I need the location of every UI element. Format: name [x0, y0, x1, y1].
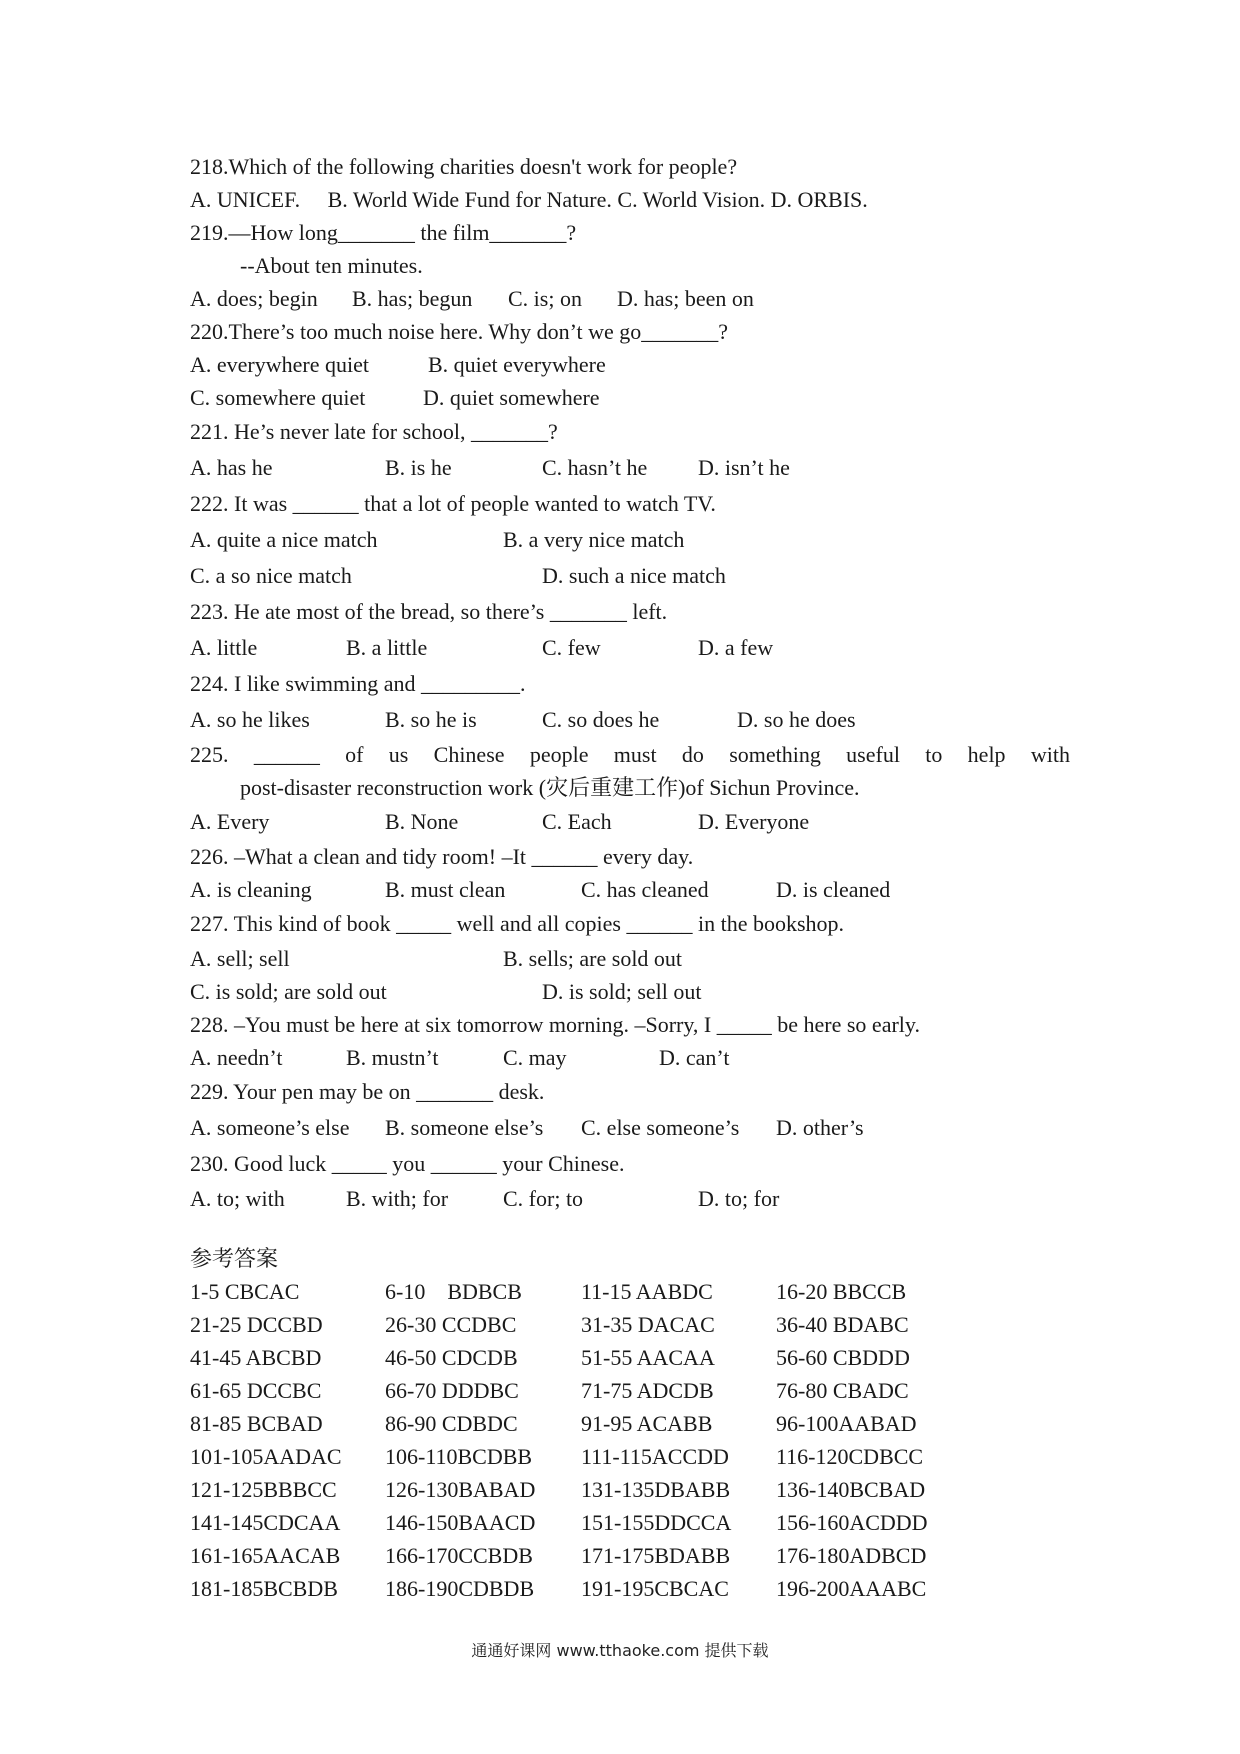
answer-cell: 191-195CBCAC [581, 1576, 729, 1601]
option: D. such a nice match [542, 563, 726, 588]
answer-cell: 61-65 DCCBC [190, 1378, 322, 1403]
question-options [190, 381, 1070, 414]
option: C. is; on [508, 286, 582, 311]
option: C. hasn’t he [542, 455, 648, 480]
answer-row [190, 1275, 1070, 1308]
option: A. Every [190, 809, 270, 834]
option: C. World Vision. [617, 187, 766, 212]
option: B. with; for [346, 1186, 449, 1211]
option: D. quiet somewhere [423, 385, 600, 410]
answer-cell: 156-160ACDDD [776, 1510, 928, 1535]
answer-row [190, 1506, 1070, 1539]
question-stem: 223. He ate most of the bread, so there’s _______ left. [190, 599, 668, 624]
option: C. somewhere quiet [190, 385, 366, 410]
question-options [190, 942, 1070, 975]
answer-cell: 66-70 DDDBC [385, 1378, 519, 1403]
option: D. so he does [737, 707, 856, 732]
question-options [190, 975, 1070, 1008]
question-options [190, 450, 1070, 486]
answer-cell: 166-170CCBDB [385, 1543, 533, 1568]
option: B. a very nice match [503, 527, 685, 552]
option: B. so he is [385, 707, 477, 732]
question-options [190, 183, 1070, 216]
option: C. so does he [542, 707, 660, 732]
answer-row [190, 1473, 1070, 1506]
question-stem: 218.Which of the following charities doesn't work for people? [190, 154, 738, 179]
answer-row [190, 1308, 1070, 1341]
answer-cell: 111-115ACCDD [581, 1444, 729, 1469]
option: B. mustn’t [346, 1045, 439, 1070]
question-options [190, 1110, 1070, 1146]
answer-row [190, 1572, 1070, 1605]
option: C. for; to [503, 1186, 584, 1211]
answer-cell: 81-85 BCBAD [190, 1411, 323, 1436]
question-options [190, 522, 1070, 558]
answer-cell: 181-185BCBDB [190, 1576, 338, 1601]
answer-cell: 16-20 BBCCB [776, 1279, 907, 1304]
option: C. is sold; are sold out [190, 979, 387, 1004]
answer-cell: 151-155DDCCA [581, 1510, 732, 1535]
answer-cell: 56-60 CBDDD [776, 1345, 910, 1370]
question-stem: 219.—How long_______ the film_______? [190, 220, 577, 245]
question-options [190, 1041, 1070, 1074]
question-stem: 224. I like swimming and _________. [190, 671, 526, 696]
question-stem: 226. –What a clean and tidy room! –It ______ every day. [190, 844, 694, 869]
answer-cell: 21-25 DCCBD [190, 1312, 323, 1337]
answer-cell: 41-45 ABCBD [190, 1345, 322, 1370]
question-stem: 220.There’s too much noise here. Why don’t we go_______? [190, 319, 729, 344]
option: C. else someone’s [581, 1115, 740, 1140]
question-stem: 230. Good luck _____ you ______ your Chinese. [190, 1151, 625, 1176]
option: B. must clean [385, 877, 506, 902]
question-stem: 225. ______ of us Chinese people must do something useful to help with [190, 742, 1070, 767]
answer-cell: 106-110BCDBB [385, 1444, 533, 1469]
option: B. a little [346, 635, 428, 660]
answer-cell: 86-90 CDBDC [385, 1411, 518, 1436]
answer-cell: 11-15 AABDC [581, 1279, 713, 1304]
question-options [190, 630, 1070, 666]
option: C. may [503, 1045, 567, 1070]
answer-cell: 131-135DBABB [581, 1477, 731, 1502]
answer-key [190, 1275, 1070, 1605]
option: A. so he likes [190, 707, 310, 732]
option: A. needn’t [190, 1045, 283, 1070]
option: A. has he [190, 455, 273, 480]
question-stem: 228. –You must be here at six tomorrow morning. –Sorry, I _____ be here so early. [190, 1012, 920, 1037]
option: B. has; begun [352, 286, 473, 311]
answer-cell: 126-130BABAD [385, 1477, 536, 1502]
question-stem: 221. He’s never late for school, _______? [190, 419, 558, 444]
option: B. someone else’s [385, 1115, 544, 1140]
option: D. has; been on [617, 286, 754, 311]
option: D. a few [698, 635, 774, 660]
answer-cell: 161-165AACAB [190, 1543, 341, 1568]
option: B. World Wide Fund for Nature. [327, 187, 612, 212]
answer-cell: 101-105AADAC [190, 1444, 342, 1469]
page-footer: 通通好课网 www.tthaoke.com 提供下载 [471, 1641, 769, 1660]
question-stem: 229. Your pen may be on _______ desk. [190, 1079, 545, 1104]
option: C. few [542, 635, 601, 660]
question-sheet [190, 150, 1070, 1605]
option: A. does; begin [190, 286, 318, 311]
answer-cell: 31-35 DACAC [581, 1312, 715, 1337]
answer-row [190, 1539, 1070, 1572]
option: C. a so nice match [190, 563, 352, 588]
question-options [190, 873, 1070, 906]
question-reply: --About ten minutes. [240, 253, 423, 278]
answer-row [190, 1341, 1070, 1374]
option: D. to; for [698, 1186, 780, 1211]
option: A. is cleaning [190, 877, 312, 902]
answer-cell: 6-10 BDBCB [385, 1279, 522, 1304]
answer-cell: 51-55 AACAA [581, 1345, 715, 1370]
option: C. Each [542, 809, 612, 834]
option: A. sell; sell [190, 946, 290, 971]
option: D. can’t [659, 1045, 730, 1070]
question-stem-continued: post-disaster reconstruction work (灾后重建工作)of Sichun Province. [240, 775, 860, 800]
answer-cell: 171-175BDABB [581, 1543, 731, 1568]
question-options [190, 348, 1070, 381]
question-stem: 227. This kind of book _____ well and all copies ______ in the bookshop. [190, 911, 845, 936]
option: B. sells; are sold out [503, 946, 683, 971]
answer-cell: 146-150BAACD [385, 1510, 536, 1535]
option: B. is he [385, 455, 452, 480]
option: D. is cleaned [776, 877, 891, 902]
option: C. has cleaned [581, 877, 709, 902]
option: D. is sold; sell out [542, 979, 702, 1004]
option: D. other’s [776, 1115, 864, 1140]
question-options [190, 804, 1070, 840]
answer-cell: 76-80 CBADC [776, 1378, 909, 1403]
answer-cell: 1-5 CBCAC [190, 1279, 300, 1304]
answer-cell: 176-180ADBCD [776, 1543, 927, 1568]
option: B. quiet everywhere [428, 352, 606, 377]
option: A. little [190, 635, 258, 660]
option: A. UNICEF. [190, 187, 301, 212]
answer-cell: 141-145CDCAA [190, 1510, 341, 1535]
answer-cell: 71-75 ADCDB [581, 1378, 714, 1403]
option: D. ORBIS. [770, 187, 868, 212]
answer-cell: 91-95 ACABB [581, 1411, 713, 1436]
answer-cell: 186-190CDBDB [385, 1576, 535, 1601]
answer-row [190, 1407, 1070, 1440]
answer-row [190, 1440, 1070, 1473]
option: A. someone’s else [190, 1115, 350, 1140]
question-options [190, 558, 1070, 594]
question-options [190, 702, 1070, 738]
question-stem: 222. It was ______ that a lot of people wanted to watch TV. [190, 491, 716, 516]
option: D. isn’t he [698, 455, 790, 480]
answer-cell: 116-120CDBCC [776, 1444, 924, 1469]
answer-cell: 121-125BBBCC [190, 1477, 337, 1502]
answer-row [190, 1374, 1070, 1407]
option: A. everywhere quiet [190, 352, 369, 377]
question-options [190, 282, 1070, 315]
question-options [190, 1182, 1070, 1215]
option: A. to; with [190, 1186, 285, 1211]
option: D. Everyone [698, 809, 810, 834]
answers-heading: 参考答案 [190, 1246, 279, 1271]
option: B. None [385, 809, 459, 834]
option: A. quite a nice match [190, 527, 378, 552]
answer-cell: 46-50 CDCDB [385, 1345, 518, 1370]
answer-cell: 36-40 BDABC [776, 1312, 909, 1337]
answer-cell: 26-30 CCDBC [385, 1312, 517, 1337]
answer-cell: 136-140BCBAD [776, 1477, 926, 1502]
answer-cell: 196-200AAABC [776, 1576, 927, 1601]
answer-cell: 96-100AABAD [776, 1411, 917, 1436]
